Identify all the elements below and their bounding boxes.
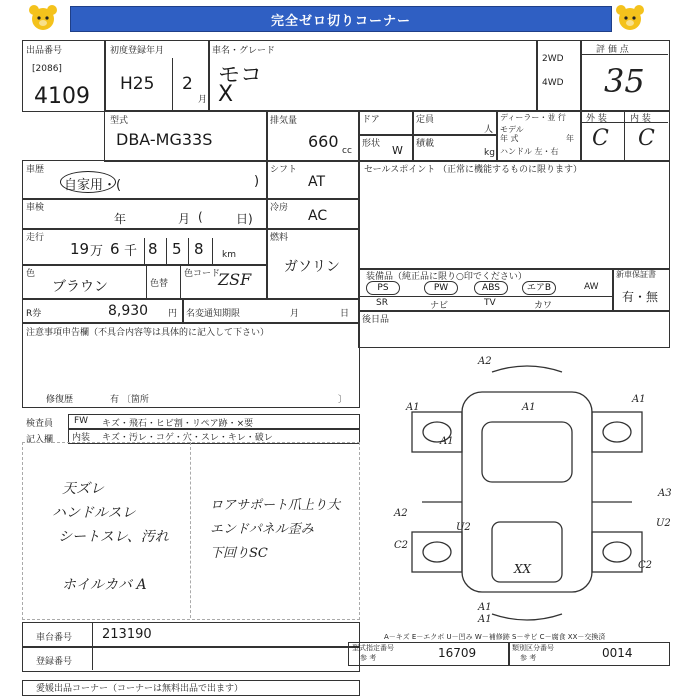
- repair-label: 修復歴: [46, 395, 74, 405]
- history-circle: [60, 171, 116, 193]
- int-label: 内 装: [630, 114, 651, 124]
- mileage-d3: 8: [148, 240, 158, 258]
- note-right-2: エンドパネル歪み: [210, 522, 314, 537]
- history-value: 自家用・(: [64, 178, 122, 193]
- mark-1: A2: [478, 356, 492, 367]
- equip-pw: PW: [424, 281, 458, 295]
- shift-label: シフト: [270, 165, 298, 175]
- cat-code-sub: 参 考: [520, 654, 537, 662]
- ac-value: AC: [308, 208, 328, 224]
- warranty-value: 有・無: [622, 290, 659, 304]
- mark-9: U2: [656, 518, 671, 529]
- mark-6: A2: [394, 508, 408, 519]
- equip-aw: AW: [584, 282, 599, 292]
- reg-code-value: 16709: [438, 646, 477, 660]
- model-label: 型式: [110, 116, 129, 126]
- dealer-line3: 年 式: [500, 134, 519, 143]
- score-label: 評 価 点: [596, 45, 629, 55]
- delivery-month: 月: [290, 309, 300, 319]
- ext-score: C: [592, 126, 609, 151]
- inspection-month: 月: [178, 212, 191, 226]
- mileage-label: 走行: [26, 233, 45, 243]
- check-row1: キズ・飛石・ヒビ割・リペア跡・×要: [102, 419, 254, 429]
- warranty-label: 新車保証書: [616, 270, 656, 279]
- cat-code-label: 類別区分番号: [512, 644, 554, 652]
- auction-sheet: [22, 40, 670, 694]
- notice-label: 注意事項申告欄（不具合内容等は具体的に記入して下さい）: [26, 328, 270, 338]
- car-name-label: 車名・グレード: [212, 46, 276, 56]
- score-value: 35: [604, 62, 645, 100]
- equip-ps: PS: [366, 281, 400, 295]
- mileage-digits1: 19: [70, 240, 90, 258]
- shape-label: 形状: [362, 139, 381, 149]
- mileage-box: [22, 228, 268, 266]
- sales-point-label: セールスポイント （正常に機能するものに限ります）: [364, 165, 583, 175]
- note-left-3: シートスレ、汚れ: [58, 529, 169, 545]
- mileage-digit2: 6: [110, 240, 120, 258]
- inspection-year: 年: [114, 212, 127, 226]
- mark-3: A1: [522, 402, 536, 413]
- mark-13: A1: [478, 602, 492, 613]
- drive-box: [536, 40, 582, 112]
- equip-tv: TV: [484, 298, 496, 308]
- reg-no-box: [22, 646, 360, 672]
- mileage-unit: km: [222, 250, 236, 260]
- inspection-day: 日): [236, 212, 253, 226]
- sales-point-box: [358, 160, 670, 270]
- shift-value: AT: [308, 174, 326, 190]
- fuel-label: 燃料: [270, 233, 289, 243]
- back-item-box: [358, 310, 670, 348]
- int-score: C: [638, 126, 655, 151]
- mark-7: U2: [456, 522, 471, 533]
- note-left-2: ハンドルスレ: [52, 505, 136, 521]
- cat-code-value: 0014: [602, 646, 633, 660]
- fuel-value: ガソリン: [284, 259, 340, 275]
- note-right-3: 下回りSC: [210, 546, 268, 561]
- inspection-label: 車検: [26, 203, 45, 213]
- reg-code-sub: 参 考: [360, 654, 377, 662]
- color-label: 色: [26, 269, 36, 279]
- dealer-handle: ハンドル 左・右: [500, 147, 559, 156]
- model-value: DBA-MG33S: [116, 130, 213, 149]
- recycle-box: [22, 298, 184, 324]
- header-left-bear-icon: [28, 3, 58, 37]
- displacement-value: 660: [308, 132, 339, 151]
- ext-label: 外 装: [586, 114, 607, 124]
- drive-4wd: 4WD: [542, 78, 564, 88]
- load-label: 積載: [416, 139, 435, 149]
- note-left-1: 天ズレ: [62, 481, 104, 497]
- history-label: 車歴: [26, 165, 45, 175]
- ac-label: 冷房: [270, 203, 289, 213]
- load-unit: kg: [484, 148, 495, 158]
- color-code-value: ZSF: [218, 270, 252, 289]
- equip-leather: カワ: [534, 301, 553, 311]
- displacement-label: 排気量: [270, 116, 298, 126]
- mark-14: A1: [478, 614, 492, 625]
- mark-2: A1: [406, 402, 420, 413]
- inspection-day-open: (: [198, 210, 203, 224]
- damage-legend: A－キズ E－エクボ U－凹み W－補修跡 S－サビ C－腐食 XX－交換済: [384, 633, 606, 641]
- car-grade-value: X: [218, 82, 234, 107]
- delivery-day: 日: [340, 309, 350, 319]
- mileage-sen: 千: [124, 244, 138, 259]
- lot-sub: [2086]: [32, 64, 62, 74]
- inspector-label: 検査員: [26, 419, 54, 429]
- lot-number: 4109: [34, 84, 90, 109]
- check-int: 内装: [72, 433, 91, 443]
- recycle-value: 8,930: [108, 303, 149, 319]
- car-name-value: モコ: [218, 63, 263, 88]
- back-item-label: 後日品: [362, 315, 390, 325]
- capacity-label: 定員: [416, 115, 435, 125]
- first-reg-month: 2: [182, 74, 193, 94]
- frame-no-value: 213190: [102, 627, 152, 642]
- dealer-line1: ディーラー・並 行: [500, 113, 566, 122]
- shape-value: W: [392, 144, 403, 157]
- equipment-label: 装備品（純正品に限り○印でください）: [366, 272, 527, 282]
- equip-abs: ABS: [474, 281, 508, 295]
- first-reg-month-unit: 月: [198, 95, 208, 105]
- check-fw: FW: [74, 416, 89, 426]
- first-reg-era: H25: [120, 74, 155, 94]
- mark-10: C2: [394, 540, 409, 551]
- car-damage-diagram: [382, 352, 672, 642]
- history-close: ): [254, 174, 260, 189]
- mileage-d4: 5: [172, 240, 182, 258]
- repair-close: 〕: [338, 395, 348, 405]
- repair-value: 有 〔箇所: [110, 395, 149, 405]
- inspection-box: [22, 198, 268, 230]
- color-value: ブラウン: [52, 279, 108, 295]
- delivery-label: 名変通知期限: [186, 309, 241, 319]
- note-left-4: ホイルカバ A: [62, 577, 147, 593]
- check-row2: キズ・汚レ・コゲ・穴・スレ・キレ・破レ: [102, 433, 273, 443]
- door-label: ドア: [362, 115, 380, 125]
- capacity-unit: 人: [484, 125, 494, 135]
- header-banner: [70, 6, 612, 32]
- lot-label: 出品番号: [26, 46, 63, 56]
- frame-no-box: [22, 622, 360, 648]
- mark-8: A3: [658, 488, 672, 499]
- history-box: [22, 160, 268, 200]
- mileage-d5: 8: [194, 240, 204, 258]
- mark-11: C2: [638, 560, 653, 571]
- header-title: 完全ゼロ切りコーナー: [270, 13, 411, 29]
- record-label: 記入欄: [26, 435, 54, 445]
- equip-airbag: エアB: [522, 281, 556, 295]
- note-right-1: ロアサポート爪上り大: [210, 498, 341, 513]
- color-code-label: 色コード: [184, 269, 221, 279]
- recycle-label: R券: [26, 309, 42, 319]
- equip-sr: SR: [376, 298, 388, 308]
- mileage-man: 万: [90, 244, 104, 259]
- equip-navi: ナビ: [430, 301, 449, 311]
- dealer-line2: モデル: [500, 125, 524, 134]
- mark-4: A1: [632, 394, 646, 405]
- drive-2wd: 2WD: [542, 54, 564, 64]
- reg-no-label: 登録番号: [36, 657, 73, 667]
- mark-12: XX: [514, 562, 532, 576]
- header-right-bear-icon: [615, 3, 645, 37]
- reg-code-label: 型式指定番号: [352, 644, 394, 652]
- displacement-unit: cc: [342, 146, 352, 156]
- mark-5: A1: [440, 436, 454, 447]
- dealer-year-unit: 年: [566, 134, 574, 143]
- first-reg-label: 初度登録年月: [110, 46, 165, 56]
- recycle-unit: 円: [168, 309, 178, 319]
- color-change-label: 色替: [150, 279, 169, 289]
- footer-text: 愛媛出品コーナー（コーナーは無料出品で出ます）: [36, 684, 244, 694]
- frame-no-label: 車台番号: [36, 633, 73, 643]
